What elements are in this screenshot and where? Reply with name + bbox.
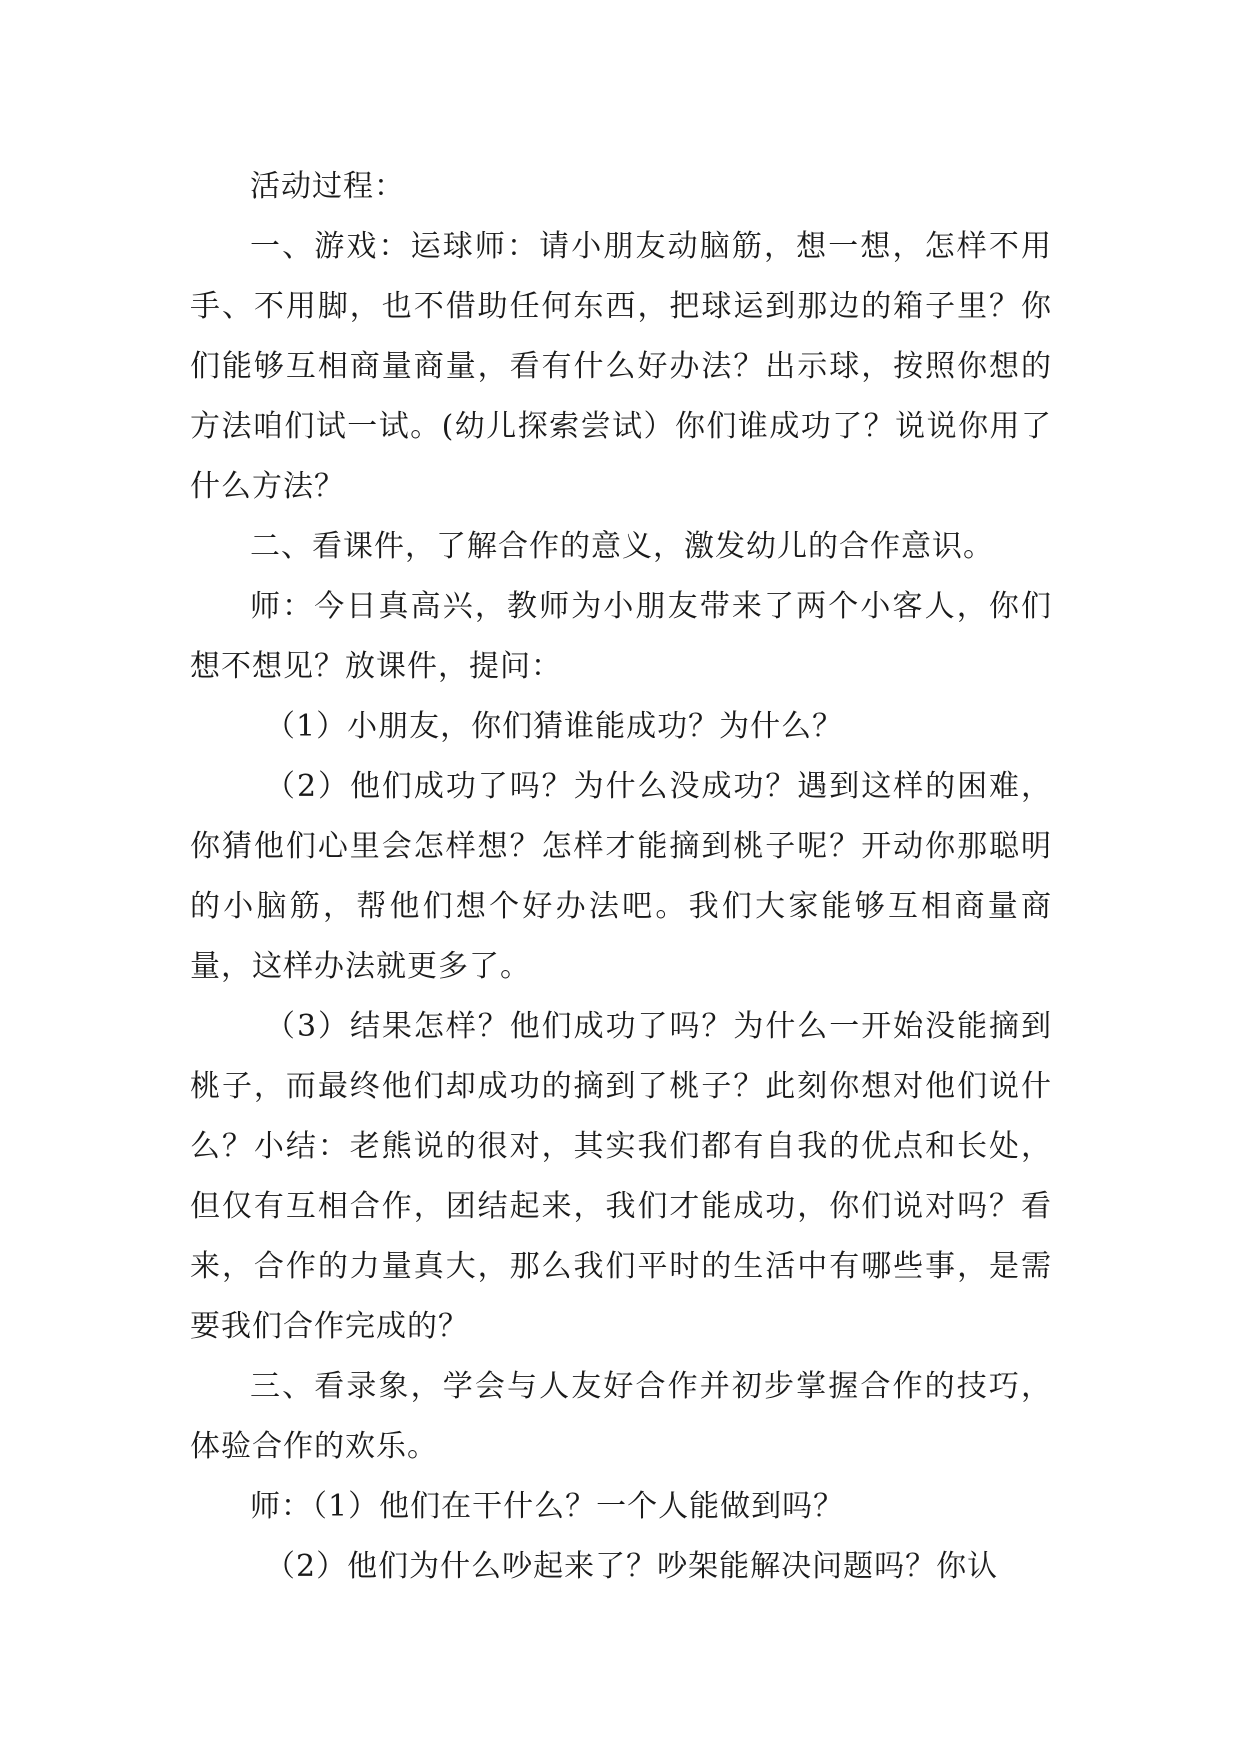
question-3: （3）结果怎样？他们成功了吗？为什么一开始没能摘到桃子，而最终他们却成功的摘到了桃子？此刻你想对他们说什么？小结：老熊说的很对，其实我们都有自我的优点和长处，但仅有互相合作，团结起来，我们才能成功，你们说对吗？看来，合作的力量真大，那么我们平时的生活中有哪些事，是需要我们合作完成的？ (190, 1009, 1052, 1344)
question-1: （1）小朋友，你们猜谁能成功？为什么？ (265, 709, 844, 744)
paragraph-game: 一、游戏：运球师：请小朋友动脑筋，想一想，怎样不用手、不用脚，也不借助任何东西，把球运到那边的箱子里？你们能够互相商量商量，看有什么好办法？出示球，按照你想的方法咱们试一试。(幼儿探索尝试）你们谁成功了？说说你用了什么方法？ (190, 229, 1052, 504)
paragraph-teacher-question-2: （2）他们为什么吵起来了？吵架能解决问题吗？你认 (265, 1549, 999, 1584)
document-page (190, 157, 1052, 1597)
paragraph-teacher-question-1: 师：（1）他们在干什么？一个人能做到吗？ (250, 1489, 845, 1524)
paragraph-teacher-intro: 师：今日真高兴，教师为小朋友带来了两个小客人，你们想不想见？放课件，提问： (190, 589, 1052, 684)
section-heading: 活动过程： (250, 169, 405, 204)
question-2: （2）他们成功了吗？为什么没成功？遇到这样的困难，你猜他们心里会怎样想？怎样才能摘到桃子呢？开动你那聪明的小脑筋，帮他们想个好办法吧。我们大家能够互相商量商量，这样办法就更多了。 (190, 769, 1052, 984)
paragraph-courseware-heading: 二、看课件，了解合作的意义，激发幼儿的合作意识。 (250, 529, 994, 564)
paragraph-video-heading: 三、看录象，学会与人友好合作并初步掌握合作的技巧，体验合作的欢乐。 (190, 1369, 1052, 1464)
